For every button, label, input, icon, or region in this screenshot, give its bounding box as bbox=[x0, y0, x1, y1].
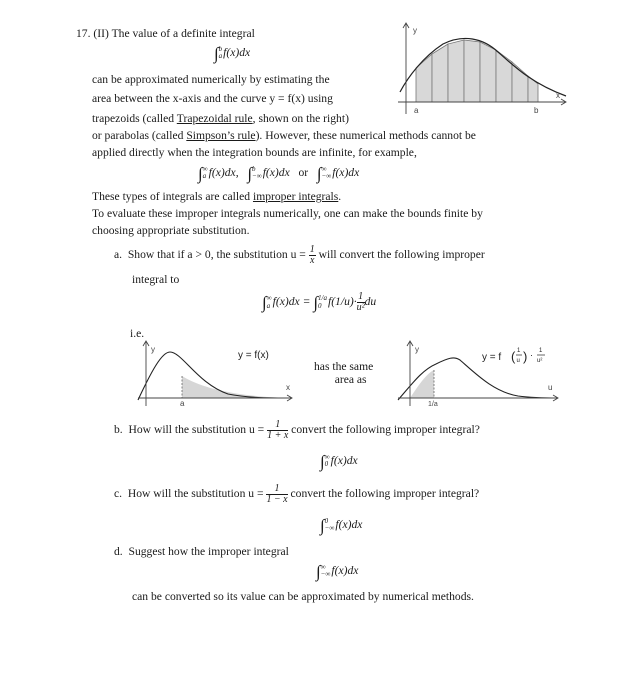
para2-line2: To evaluate these improper integrals numerically, one can make the bounds finite by bbox=[92, 207, 483, 220]
part-d-line1: d. Suggest how the improper integral bbox=[114, 545, 289, 558]
problem-intro: The value of a definite integral bbox=[111, 27, 255, 40]
same-area-text: has the same area as bbox=[314, 360, 374, 386]
svg-text:x: x bbox=[286, 383, 290, 392]
shaded-region-right bbox=[410, 370, 434, 398]
example-integrals: ∫ ∞ a f(x)dx, ∫ b −∞ f(x)dx or ∫ ∞ −∞ f(x)dx bbox=[198, 164, 360, 183]
part-a-line2: integral to bbox=[132, 273, 180, 286]
part-d-line2: can be converted so its value can be approximated by numerical methods. bbox=[132, 590, 474, 603]
part-a-line1: a. Show that if a > 0, the substitution u = $\frac{1}{x}$ will convert the following improper bbox=[114, 244, 485, 266]
right-area-figure bbox=[398, 340, 562, 408]
ie-label: i.e. bbox=[130, 327, 145, 340]
para2-line3: choosing appropriate substitution. bbox=[92, 224, 250, 237]
svg-text:u: u bbox=[548, 383, 553, 392]
svg-text:y: y bbox=[413, 26, 417, 35]
integral-definition: ∫ b a f(x)dx bbox=[214, 44, 251, 63]
part-c-label: c. bbox=[114, 487, 123, 501]
svg-text:b: b bbox=[534, 106, 539, 115]
svg-text:y = f(x): y = f(x) bbox=[238, 350, 269, 361]
part-c-line: c. How will the substitution u = $\frac{1}{1 - x}$ convert the following improper integral? bbox=[114, 483, 480, 505]
simpsons-rule-link[interactable]: Simpson’s rule bbox=[186, 129, 256, 142]
left-area-figure bbox=[138, 340, 298, 408]
para1-line4: or parabolas (called Simpson’s rule). However, these numerical methods cannot be bbox=[92, 129, 476, 142]
problem-level: (II) bbox=[93, 27, 109, 40]
svg-text:): ) bbox=[523, 349, 528, 364]
svg-text:y: y bbox=[415, 345, 419, 354]
svg-text:a: a bbox=[180, 399, 185, 408]
trapezoid-figure bbox=[398, 22, 568, 122]
improper-integrals-link[interactable]: improper integrals bbox=[252, 190, 339, 203]
para1-line1: can be approximated numerically by estimating the bbox=[92, 73, 330, 86]
svg-text:a: a bbox=[414, 106, 419, 115]
para1-line5: applied directly when the integration bounds are infinite, for example, bbox=[92, 146, 417, 159]
part-d-integral: ∫ ∞ −∞ f(x)dx bbox=[316, 562, 359, 581]
svg-text:(: ( bbox=[511, 349, 516, 364]
svg-text:u²: u² bbox=[537, 358, 543, 364]
part-d-label: d. bbox=[114, 545, 123, 558]
svg-text:y: y bbox=[151, 345, 155, 354]
svg-text:1/a: 1/a bbox=[428, 401, 438, 408]
svg-text:y = f: y = f bbox=[482, 352, 502, 363]
part-b-integral: ∫ ∞ 0 f(x)dx bbox=[320, 452, 358, 471]
svg-text:u: u bbox=[516, 358, 520, 364]
part-b-label: b. bbox=[114, 423, 123, 437]
svg-text:·: · bbox=[530, 350, 533, 360]
part-a-label: a. bbox=[114, 248, 123, 262]
para1-line3: trapezoids (called Trapezoidal rule, shown on the right) bbox=[92, 112, 349, 125]
problem-header bbox=[76, 27, 255, 40]
para2-line1: These types of integrals are called improper integrals. bbox=[92, 190, 342, 203]
part-b-line: b. How will the substitution u = $\frac{1}{1 + x}$ convert the following improper integral? bbox=[114, 419, 480, 441]
svg-text:1: 1 bbox=[539, 348, 543, 354]
svg-text:1: 1 bbox=[517, 348, 521, 354]
part-a-equation: ∫ ∞ a f(x)dx = ∫ 1/a 0 f(1/u)· $\frac{1}{\text{u²}}$ du bbox=[262, 291, 377, 313]
problem-number: 17. bbox=[76, 27, 91, 40]
para1-line2: area between the x-axis and the curve y = f(x) using bbox=[92, 92, 333, 105]
trapezoidal-rule-link[interactable]: Trapezoidal rule bbox=[176, 112, 253, 125]
svg-text:x: x bbox=[556, 91, 560, 100]
part-c-integral: ∫ 0 −∞ f(x)dx bbox=[320, 516, 363, 535]
